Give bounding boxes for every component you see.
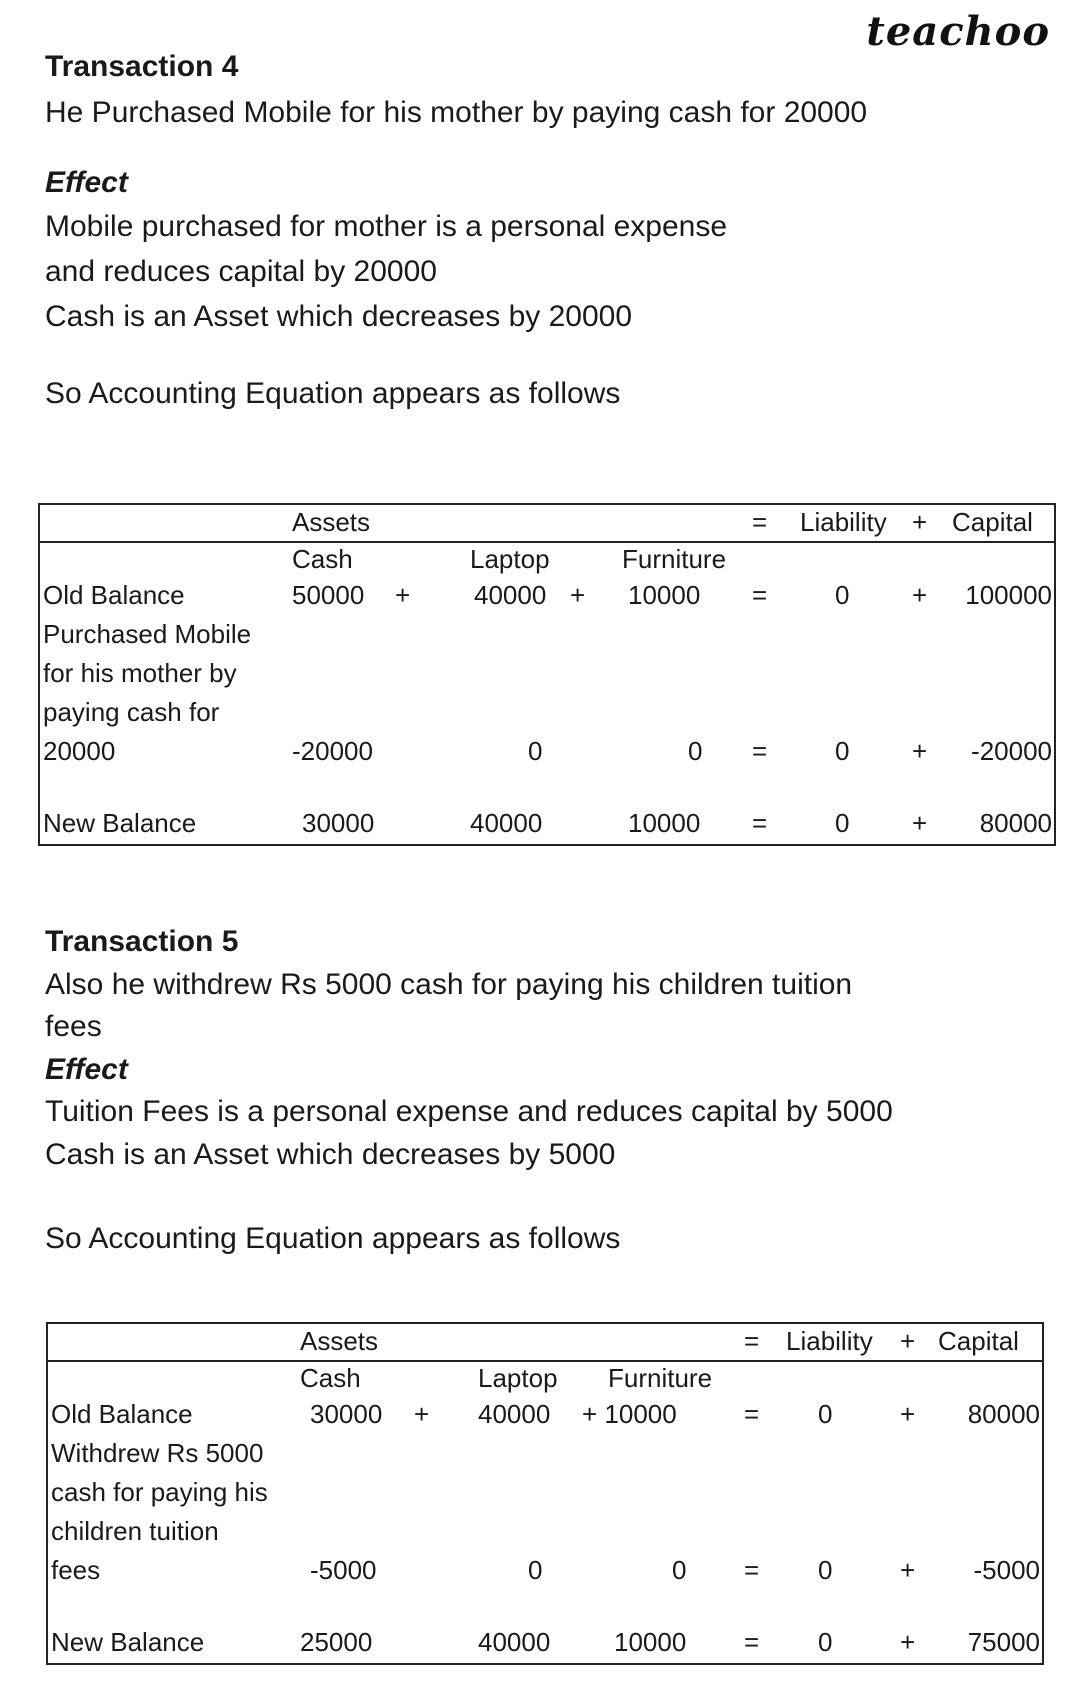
new-plus: + <box>900 1627 916 1657</box>
old-plus-2: + <box>570 580 586 610</box>
txn-laptop: 0 <box>528 1555 543 1585</box>
header-plus: + <box>900 1326 916 1356</box>
transaction-5-effect-label: Effect <box>45 1053 128 1086</box>
old-plus-1: + <box>414 1399 430 1429</box>
row-label-transaction: Withdrew Rs 5000 <box>51 1438 264 1468</box>
transaction-5-equation-table <box>46 1322 1044 1665</box>
old-laptop: 40000 <box>478 1399 551 1429</box>
transaction-4-summary: So Accounting Equation appears as follows <box>45 377 621 410</box>
header-equals: = <box>752 507 768 537</box>
row-label-transaction: cash for paying his <box>51 1477 268 1507</box>
header-equals: = <box>744 1326 760 1356</box>
subheader-cash: Cash <box>300 1363 361 1393</box>
txn-capital: -20000 <box>971 736 1052 766</box>
transaction-4-effect-line: Cash is an Asset which decreases by 20000 <box>45 300 633 333</box>
new-capital: 75000 <box>967 1627 1040 1657</box>
table-header-row <box>40 505 1054 543</box>
row-label-old-balance: Old Balance <box>51 1399 193 1429</box>
subheader-laptop: Laptop <box>478 1363 558 1393</box>
row-label-transaction: fees <box>51 1555 101 1585</box>
transaction-5-title: Transaction 5 <box>45 925 239 958</box>
new-furniture: 10000 <box>628 808 701 838</box>
new-cash: 25000 <box>300 1627 373 1657</box>
new-furniture: 10000 <box>614 1627 687 1657</box>
txn-cash: -20000 <box>292 736 373 766</box>
transaction-5-effect-line: Cash is an Asset which decreases by 5000 <box>45 1138 616 1171</box>
new-plus: + <box>912 808 928 838</box>
transaction-5-effect-line: Tuition Fees is a personal expense and reduces capital by 5000 <box>45 1095 893 1128</box>
header-capital: Capital <box>938 1326 1019 1356</box>
new-equals: = <box>744 1627 760 1657</box>
old-equals: = <box>744 1399 760 1429</box>
txn-plus: + <box>912 736 928 766</box>
old-equals: = <box>752 580 768 610</box>
header-assets: Assets <box>300 1326 379 1356</box>
header-liability: Liability <box>800 507 887 537</box>
header-assets: Assets <box>292 507 371 537</box>
row-label-new-balance: New Balance <box>43 808 197 838</box>
old-laptop: 40000 <box>474 580 547 610</box>
new-capital: 80000 <box>979 808 1052 838</box>
txn-furniture: 0 <box>672 1555 687 1585</box>
txn-furniture: 0 <box>688 736 703 766</box>
old-cash: 30000 <box>310 1399 383 1429</box>
row-label-transaction: paying cash for <box>43 697 220 727</box>
old-capital: 80000 <box>967 1399 1040 1429</box>
subheader-furniture: Furniture <box>608 1363 713 1393</box>
row-label-transaction: for his mother by <box>43 658 237 688</box>
transaction-5-summary: So Accounting Equation appears as follows <box>45 1222 621 1255</box>
txn-liability: 0 <box>835 736 850 766</box>
old-furniture: 10000 <box>628 580 701 610</box>
txn-equals: = <box>752 736 768 766</box>
header-capital: Capital <box>952 507 1033 537</box>
old-plus-1: + <box>395 580 411 610</box>
subheader-laptop: Laptop <box>470 544 550 574</box>
transaction-4-effect-line: and reduces capital by 20000 <box>45 255 437 288</box>
transaction-5-description: fees <box>45 1010 102 1043</box>
header-liability: Liability <box>786 1326 873 1356</box>
old-liability: 0 <box>818 1399 833 1429</box>
row-label-transaction: children tuition <box>51 1516 219 1546</box>
subheader-furniture: Furniture <box>622 544 727 574</box>
new-liability: 0 <box>835 808 850 838</box>
new-cash: 30000 <box>302 808 375 838</box>
transaction-4-effect-line: Mobile purchased for mother is a personal expense <box>45 210 728 243</box>
txn-laptop: 0 <box>528 736 543 766</box>
row-label-new-balance: New Balance <box>51 1627 205 1657</box>
teachoo-logo: teachoo <box>866 8 1050 55</box>
transaction-4-description: He Purchased Mobile for his mother by paying cash for 20000 <box>45 96 868 129</box>
old-plus-3: + <box>900 1399 916 1429</box>
row-label-old-balance: Old Balance <box>43 580 185 610</box>
txn-capital: -5000 <box>973 1555 1040 1585</box>
old-liability: 0 <box>835 580 850 610</box>
new-laptop: 40000 <box>470 808 543 838</box>
txn-liability: 0 <box>818 1555 833 1585</box>
new-laptop: 40000 <box>478 1627 551 1657</box>
txn-plus: + <box>900 1555 916 1585</box>
txn-equals: = <box>744 1555 760 1585</box>
transaction-4-effect-label: Effect <box>45 166 128 199</box>
new-liability: 0 <box>818 1627 833 1657</box>
header-plus: + <box>912 507 928 537</box>
transaction-5-description: Also he withdrew Rs 5000 cash for paying his children tuition <box>45 968 853 1001</box>
old-cash: 50000 <box>292 580 365 610</box>
subheader-cash: Cash <box>292 544 353 574</box>
old-capital: 100000 <box>965 580 1052 610</box>
old-plus-3: + <box>912 580 928 610</box>
row-label-transaction: Purchased Mobile <box>43 619 252 649</box>
txn-cash: -5000 <box>310 1555 377 1585</box>
transaction-4-equation-table <box>38 503 1056 846</box>
table-header-row <box>48 1324 1042 1362</box>
old-plus-2-furniture: + 10000 <box>582 1399 677 1429</box>
new-equals: = <box>752 808 768 838</box>
row-label-transaction: 20000 <box>43 736 116 766</box>
transaction-4-title: Transaction 4 <box>45 50 239 83</box>
